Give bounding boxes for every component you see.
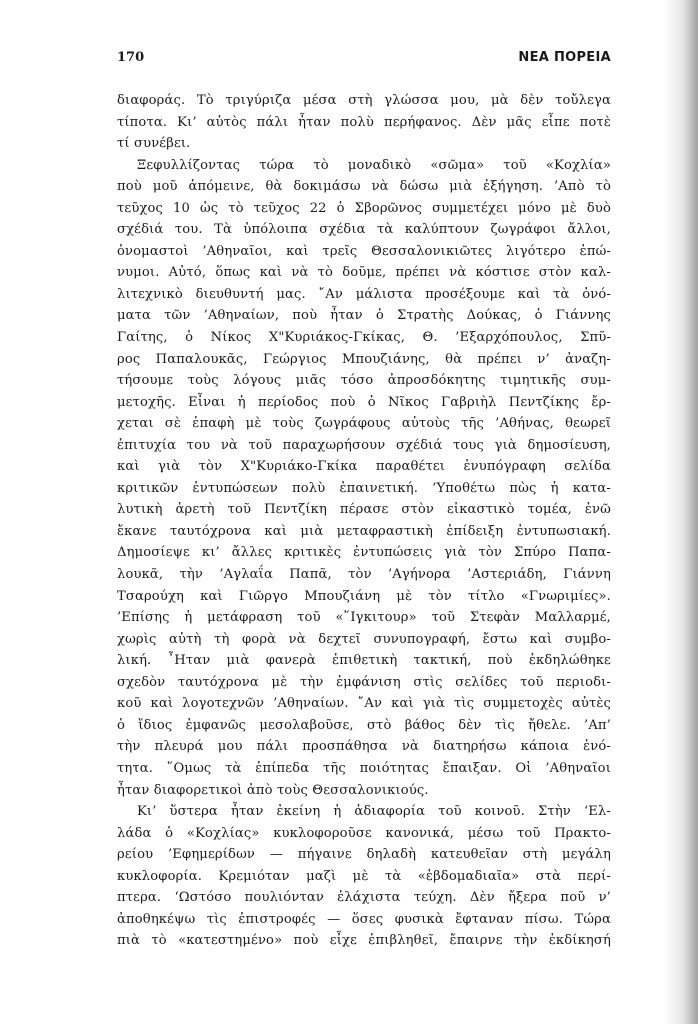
text-line: λιτεχνικὸ διευθυντή μας. ῎Αν μάλιστα προσέξουμε καὶ τὰ ὀνό-	[117, 286, 611, 302]
text-line: Τσαρούχη καὶ Γιῶργο Μπουζιάνη μὲ τὸν τίτλο «Γνωριμίες».	[117, 588, 611, 604]
text-line: τίποτα. Κι’ αὐτὸς πάλι ἦταν πολὺ περήφανος. Δὲν μᾶς εἶπε ποτὲ	[117, 114, 611, 130]
text-line: ματα τῶν ’Αθηναίων, ποὺ ἦταν ὁ Στρατὴς Δούκας, ὁ Γιάννης	[117, 308, 611, 324]
text-line: μετοχῆς. Εἶναι ἡ περίοδος ποὺ ὁ Νῖκος Γαβριὴλ Πεντζίκης ἔρ-	[117, 394, 611, 410]
text-line: Κι’ ὕστερα ἦταν ἐκείνη ἡ ἀδιαφορία τοῦ κοινοῦ. Στὴν ‘Ελ-	[137, 804, 611, 820]
text-line: καὶ γιὰ τὸν Χ"Κυριάκο-Γκίκα παραθέτει ἐνυπόγραφη σελίδα	[117, 459, 611, 475]
text-line: πιὰ τὸ «κατεστημένο» ποὺ εἶχε ἐπιβληθεῖ, ἔπαιρνε τὴν ἐκδίκησή	[117, 933, 611, 949]
page-number: 170	[117, 50, 145, 65]
text-line: τὴν πλευρά μου πάλι προσπάθησα νὰ διατηρήσω κάποια ἑνό-	[117, 739, 611, 755]
text-line: σχεδὸν ταυτόχρονα μὲ τὴν ἐμφάνιση στὶς σελίδες τοῦ περιοδι-	[117, 674, 611, 690]
text-line: ἔκανε ταυτόχρονα καὶ μιὰ μεταφραστικὴ ἐπίδειξη ἐντυπωσιακή.	[117, 523, 611, 539]
text-line: ἀποθηκέψω τὶς ἐπιστροφές — ὅσες φυσικὰ ἔφταναν πίσω. Τώρα	[117, 911, 611, 927]
text-line: τήσουμε τοὺς λόγους μιᾶς τόσο ἀπροσδόκητης τιμητικῆς συμ-	[117, 373, 611, 389]
page-header	[117, 50, 611, 70]
text-line: χωρὶς αὐτὴ τὴ φορὰ νὰ δεχτεῖ συνυπογραφή, ἔστω καὶ συμβο-	[117, 631, 611, 647]
text-line: ἐπιτυχία του νὰ τοῦ παραχωρήσουν σχέδιά τους γιὰ δημοσίευση,	[117, 437, 611, 453]
text-line: τεῦχος 10 ὡς τὸ τεῦχος 22 ὁ Σβορῶνος συμμετέχει μόνο μὲ δυὸ	[117, 200, 611, 216]
text-line: τί συνέβει.	[117, 136, 191, 152]
text-line: διαφοράς. Τὸ τριγύριζα μέσα στὴ γλώσσα μου, μὰ δὲν τοὔλεγα	[117, 93, 611, 108]
body-text	[117, 90, 611, 952]
text-line: λυτικὴ ἀρετὴ τοῦ Πεντζίκη πέρασε στὸν εἰκαστικὸ τομέα, ἐνῶ	[117, 502, 611, 518]
text-line: ρείου ’Εφημερίδων — πήγαινε δηλαδὴ κατευθεῖαν στὴ μεγάλη	[117, 847, 611, 863]
text-line: πτερα. ‘Ωστόσο πουλιόνταν ἐλάχιστα τεύχη. Δὲν ἤξερα ποῦ ν’	[117, 890, 611, 906]
text-line: κυκλοφορία. Κρεμιόταν μαζὶ μὲ τὰ «ἑβδομαδιαῖα» στὰ περί-	[117, 868, 611, 884]
text-line: ὁ ἴδιος ἐμφανῶς μεσολαβοῦσε, στὸ βάθος δὲν τὶς ἤθελε. ’Απ’	[117, 717, 611, 733]
text-line: λουκᾶ, τὴν ’Αγλαΐα Παπᾶ, τὸν ’Αγήνορα ’Αστεριάδη, Γιάννη	[117, 567, 611, 583]
text-line: ὀνομαστοὶ ’Αθηναῖοι, καὶ τρεῖς Θεσσαλονικιῶτες λιγότερο ἐπώ-	[117, 243, 611, 259]
text-line: ρος Παπαλουκᾶς, Γεώργιος Μπουζιάνης, θὰ πρέπει ν’ ἀναζη-	[117, 351, 611, 367]
text-line: χεται σὲ ἐπαφὴ μὲ τοὺς ζωγράφους αὐτοὺς τῆς ’Αθήνας, θεωρεῖ	[117, 416, 611, 432]
text-line: κοῦ καὶ λογοτεχνῶν ’Αθηναίων. ῎Αν καὶ γιὰ τὶς συμμετοχὲς αὐτὲς	[117, 696, 611, 712]
text-line: ποὺ μοῦ ἀπόμεινε, θὰ δοκιμάσω νὰ δώσω μιὰ ἐξήγηση. ’Απὸ τὸ	[117, 179, 611, 195]
text-line: Ξεφυλλίζοντας τώρα τὸ μοναδικὸ «σῶμα» τοῦ «Κοχλία»	[137, 157, 611, 173]
text-line: λική. ῏Ηταν μιὰ φανερὰ ἐπιθετικὴ τακτική, ποὺ ἐκδηλώθηκε	[117, 653, 611, 669]
running-title: ΝΕΑ ΠΟΡΕΙΑ	[518, 50, 611, 65]
text-line: Γαίτης, ὁ Νίκος Χ"Κυριάκος-Γκίκας, Θ. ’Εξαρχόπουλος, Σπῦ-	[117, 330, 611, 346]
text-line: Δημοσίεψε κι’ ἄλλες κριτικὲς ἐντυπώσεις γιὰ τὸν Σπύρο Παπα-	[117, 545, 611, 561]
text-line: τητα. ῞Ομως τὰ ἐπίπεδα τῆς ποιότητας ἔπαιξαν. Οἱ ’Αθηναῖοι	[117, 760, 611, 776]
text-line: κριτικῶν ἐντυπώσεων πολὺ ἐπαινετική. ‘Υποθέτω πὼς ἡ κατα-	[117, 480, 611, 496]
text-line: ἦταν διαφορετικοὶ ἀπὸ τοὺς Θεσσαλονικιούς.	[117, 782, 429, 798]
text-line: σχέδιά του. Τὰ ὑπόλοιπα σχέδια τὰ καλύπτουν ζωγράφοι ἄλλοι,	[117, 222, 611, 238]
text-line: νυμοι. Αὐτό, ὅπως καὶ νὰ τὸ δοῦμε, πρέπει νὰ κόστισε στὸν καλ-	[117, 265, 611, 281]
text-line: λάδα ὁ «Κοχλίας» κυκλοφοροῦσε κανονικά, μέσω τοῦ Πρακτο-	[117, 825, 611, 841]
page-edge-shadow	[664, 0, 698, 1024]
text-line: ’Επίσης ἡ μετάφραση τοῦ «῞Ιγκιτουρ» τοῦ Στεφὰν Μαλλαρμέ,	[117, 610, 611, 626]
